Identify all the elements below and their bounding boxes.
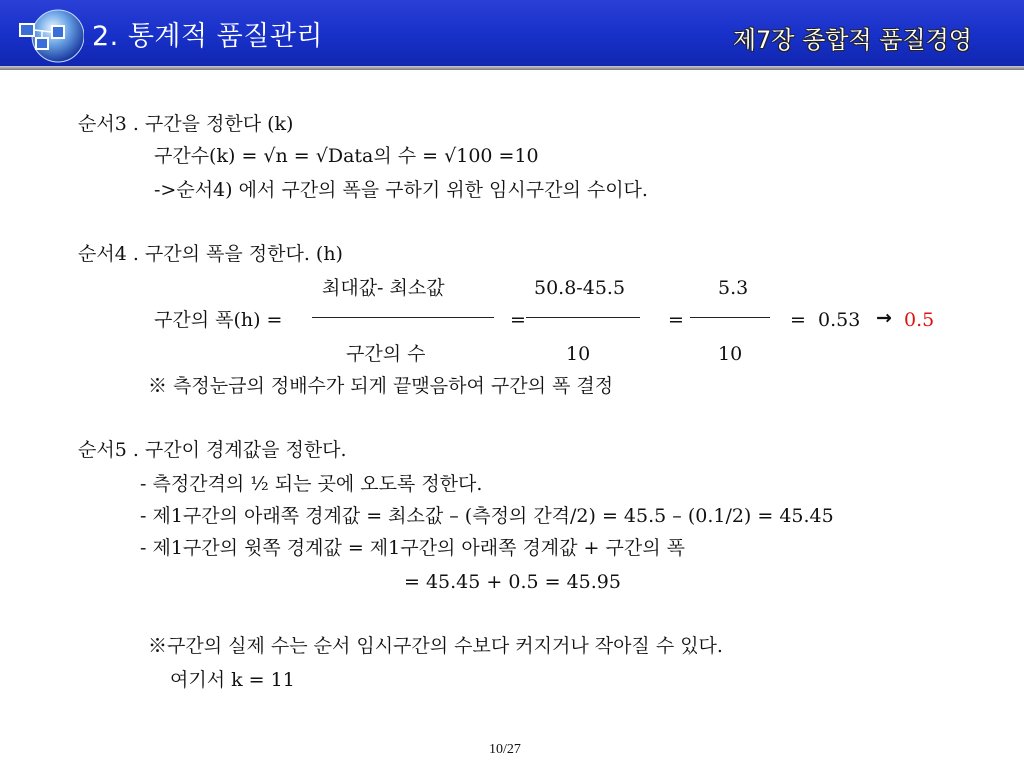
result-value: 0.53 <box>818 309 861 331</box>
fraction3-numerator: 5.3 <box>718 277 749 299</box>
remark2-line1: ※구간의 실제 수는 순서 임시구간의 수보다 커지거나 작아질 수 있다. <box>148 635 723 657</box>
interval-width-label: 구간의 폭(h) = <box>154 309 283 331</box>
step5-line2: - 제1구간의 아래쪽 경계값 = 최소값 – (측정의 간격/2) = 45.5 – (0.1/2) = 45.45 <box>140 505 834 527</box>
equals-sign-3: = <box>790 309 806 331</box>
fraction1-numerator: 최대값- 최소값 <box>322 277 445 299</box>
chapter-title: 제7장 종합적 품질경영 <box>732 26 972 54</box>
fraction1-bar <box>312 317 494 318</box>
step3-heading: 순서3 . 구간을 정한다 (k) <box>78 113 294 135</box>
equals-sign-1: = <box>510 309 526 331</box>
slide-title: 2. 통계적 품질관리 <box>92 21 323 52</box>
fraction3-bar <box>690 317 770 318</box>
header-divider <box>0 66 1024 70</box>
step5-heading: 순서5 . 구간이 경계값을 정한다. <box>78 439 347 461</box>
fraction2-denominator: 10 <box>566 343 591 365</box>
step5-line3: - 제1구간의 윗쪽 경계값 = 제1구간의 아래쪽 경계값 + 구간의 폭 <box>140 537 685 559</box>
equals-sign-2: = <box>668 309 684 331</box>
page-number: 10/27 <box>489 742 521 757</box>
remark2-line2: 여기서 k = 11 <box>170 669 295 691</box>
fraction3-denominator: 10 <box>718 343 743 365</box>
fraction1-denominator: 구간의 수 <box>346 343 426 365</box>
fraction2-bar <box>526 317 640 318</box>
step4-heading: 순서4 . 구간의 폭을 정한다. (h) <box>78 243 343 265</box>
logo-icon <box>14 8 84 66</box>
step5-line4: = 45.45 + 0.5 = 45.95 <box>404 571 621 593</box>
step5-line1: - 측정간격의 ½ 되는 곳에 오도록 정한다. <box>140 473 483 495</box>
step4-remark: ※ 측정눈금의 정배수가 되게 끝맺음하여 구간의 폭 결정 <box>148 375 614 397</box>
step3-formula: 구간수(k) = √n = √Data의 수 = √100 =10 <box>154 145 539 167</box>
fraction2-numerator: 50.8-45.5 <box>534 277 626 299</box>
final-value: 0.5 <box>904 309 935 331</box>
step3-note: ->순서4) 에서 구간의 폭을 구하기 위한 임시구간의 수이다. <box>154 179 648 201</box>
right-arrow-icon: → <box>876 307 892 329</box>
